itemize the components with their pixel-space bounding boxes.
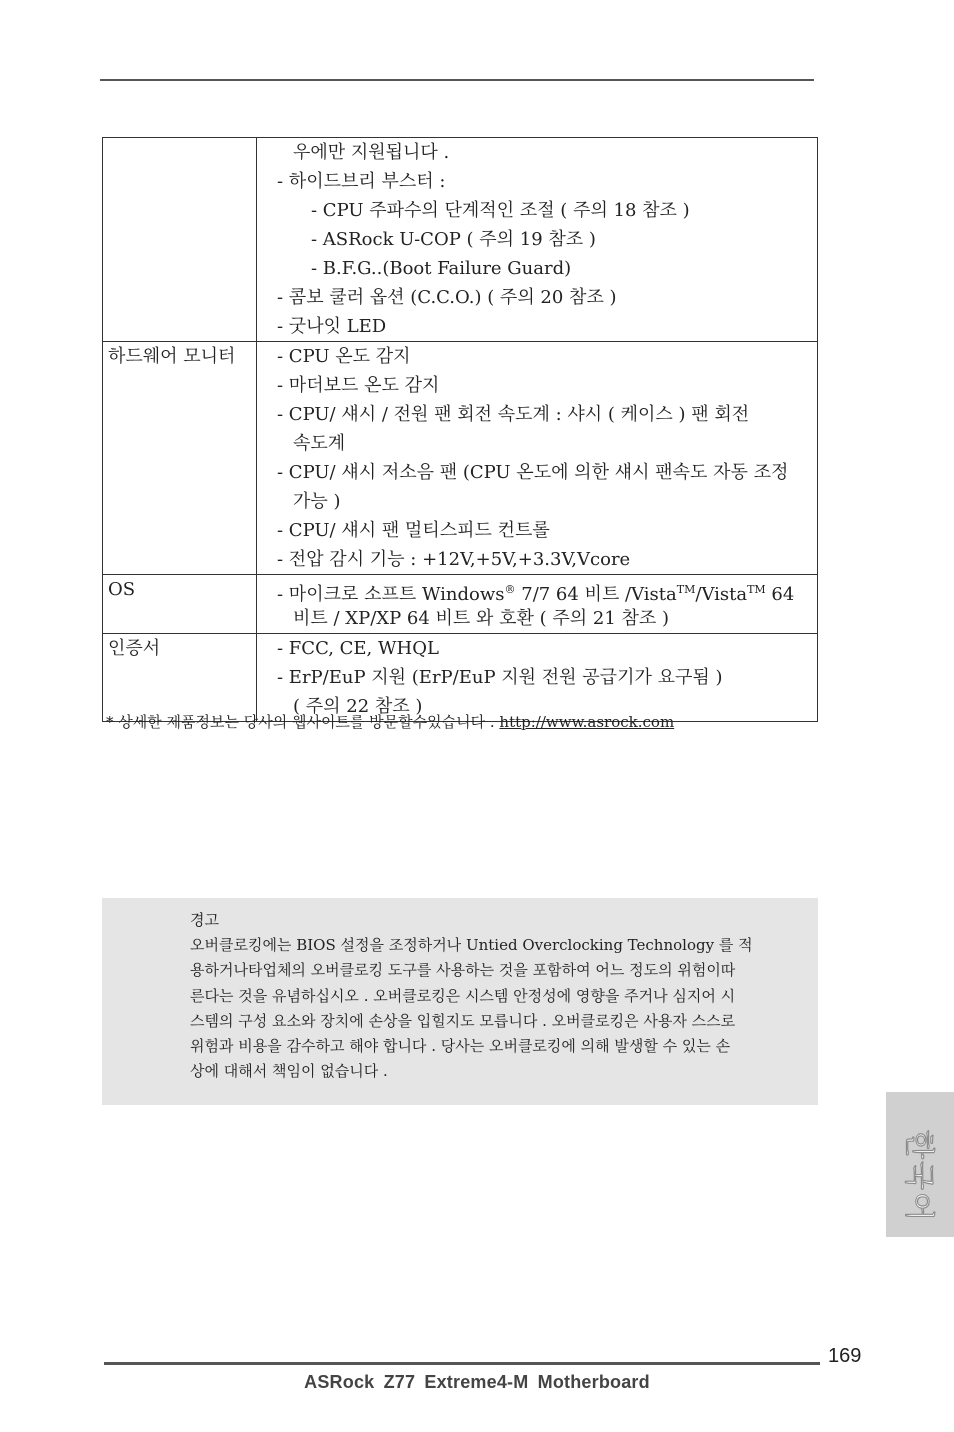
value-line: - ASRock U-COP ( 주의 19 참조 ) (311, 229, 596, 250)
value-line: - CPU/ 섀시 팬 멀티스피드 컨트롤 (277, 520, 550, 541)
value-line: - CPU/ 섀시 / 전원 팬 회전 속도계 : 샤시 ( 케이스 ) 팬 회전 (277, 404, 750, 425)
bottom-rule (104, 1362, 820, 1365)
warning-line: 위험과 비용을 감수하고 해야 합니다 . 당사는 오버클로킹에 의해 발생할 수 있는 손 (190, 1037, 731, 1056)
spec-row-hardware-monitor (103, 342, 818, 575)
value-line: 속도계 (293, 433, 346, 454)
value-line: - 하이드브리 부스터 : (277, 171, 446, 192)
value-line: - 콤보 쿨러 옵션 (C.C.O.) ( 주의 20 참조 ) (277, 287, 617, 308)
value-line: - CPU/ 섀시 저소음 팬 (CPU 온도에 의한 섀시 팬속도 자동 조정 (277, 462, 789, 483)
row-value (257, 634, 818, 722)
row-label: 하드웨어 모니터 (103, 342, 257, 575)
value-line: 비트 / XP/XP 64 비트 와 호환 ( 주의 21 참조 ) (293, 608, 670, 629)
value-line: ( 주의 22 참조 ) (293, 696, 423, 717)
top-rule (100, 79, 814, 81)
value-line: - 전압 감시 기능 : +12V,+5V,+3.3V,Vcore (277, 549, 631, 570)
page-number: 169 (828, 1345, 862, 1367)
os-text: /Vista (695, 584, 748, 605)
spec-row-os (103, 575, 818, 634)
warning-content (190, 908, 818, 1084)
value-line: - B.F.G..(Boot Failure Guard) (311, 258, 572, 279)
row-value (257, 575, 818, 634)
registered-mark: ® (504, 583, 516, 596)
os-text: 7/7 64 비트 /Vista (515, 584, 677, 605)
value-line: 가능 ) (293, 491, 341, 512)
row-label: OS (103, 575, 257, 634)
value-line: - 굿나잇 LED (277, 316, 387, 337)
os-text: - 마이크로 소프트 Windows (277, 584, 505, 605)
value-line: - FCC, CE, WHQL (277, 638, 439, 659)
footer-title: ASRock Z77 Extreme4-M Motherboard (304, 1372, 650, 1392)
row-value (257, 138, 818, 342)
value-line: - CPU 주파수의 단계적인 조절 ( 주의 18 참조 ) (311, 200, 690, 221)
warning-line: 스템의 구성 요소와 장치에 손상을 입힐지도 모릅니다 . 오버클로킹은 사용자 스스로 (190, 1011, 736, 1030)
website-link[interactable]: http://www.asrock.com (499, 713, 675, 731)
value-line: 우에만 지원됩니다 . (293, 142, 450, 163)
language-tab (886, 1092, 954, 1237)
trademark-mark: TM (676, 583, 696, 596)
warning-line: 용하거나타업체의 오버클로킹 도구를 사용하는 것을 포함하여 어느 정도의 위험이따 (190, 961, 736, 980)
warning-box (102, 898, 818, 1105)
os-line (277, 575, 817, 604)
language-tab-text: 한국어 (901, 1130, 936, 1223)
spec-table (102, 137, 818, 722)
spec-row-cont (103, 138, 818, 342)
os-text: 64 (765, 584, 795, 605)
warning-line: 른다는 것을 유념하십시오 . 오버클로킹은 시스템 안정성에 영향을 주거나 심지어 시 (190, 986, 736, 1005)
trademark-mark: TM (747, 583, 766, 596)
row-value (257, 342, 818, 575)
language-tab-vertical-text (886, 1092, 954, 1237)
warning-line: 상에 대해서 책임이 없습니다 . (190, 1062, 388, 1081)
value-line: - CPU 온도 감지 (277, 346, 411, 367)
row-label: 인증서 (103, 634, 257, 722)
warning-title: 경고 (190, 911, 219, 929)
value-line: - ErP/EuP 지원 (ErP/EuP 지원 전원 공급기가 요구됨 ) (277, 667, 723, 688)
row-label (103, 138, 257, 342)
warning-line: 오버클로킹에는 BIOS 설정을 조정하거나 Untied Overclocking Technology 를 적 (190, 936, 753, 955)
value-line: - 마더보드 온도 감지 (277, 375, 440, 396)
footnote-text: * 상세한 제품정보는 당사의 웹사이트를 방문할수있습니다 . (106, 713, 500, 731)
spec-row-certification (103, 634, 818, 722)
footnote (106, 711, 674, 733)
